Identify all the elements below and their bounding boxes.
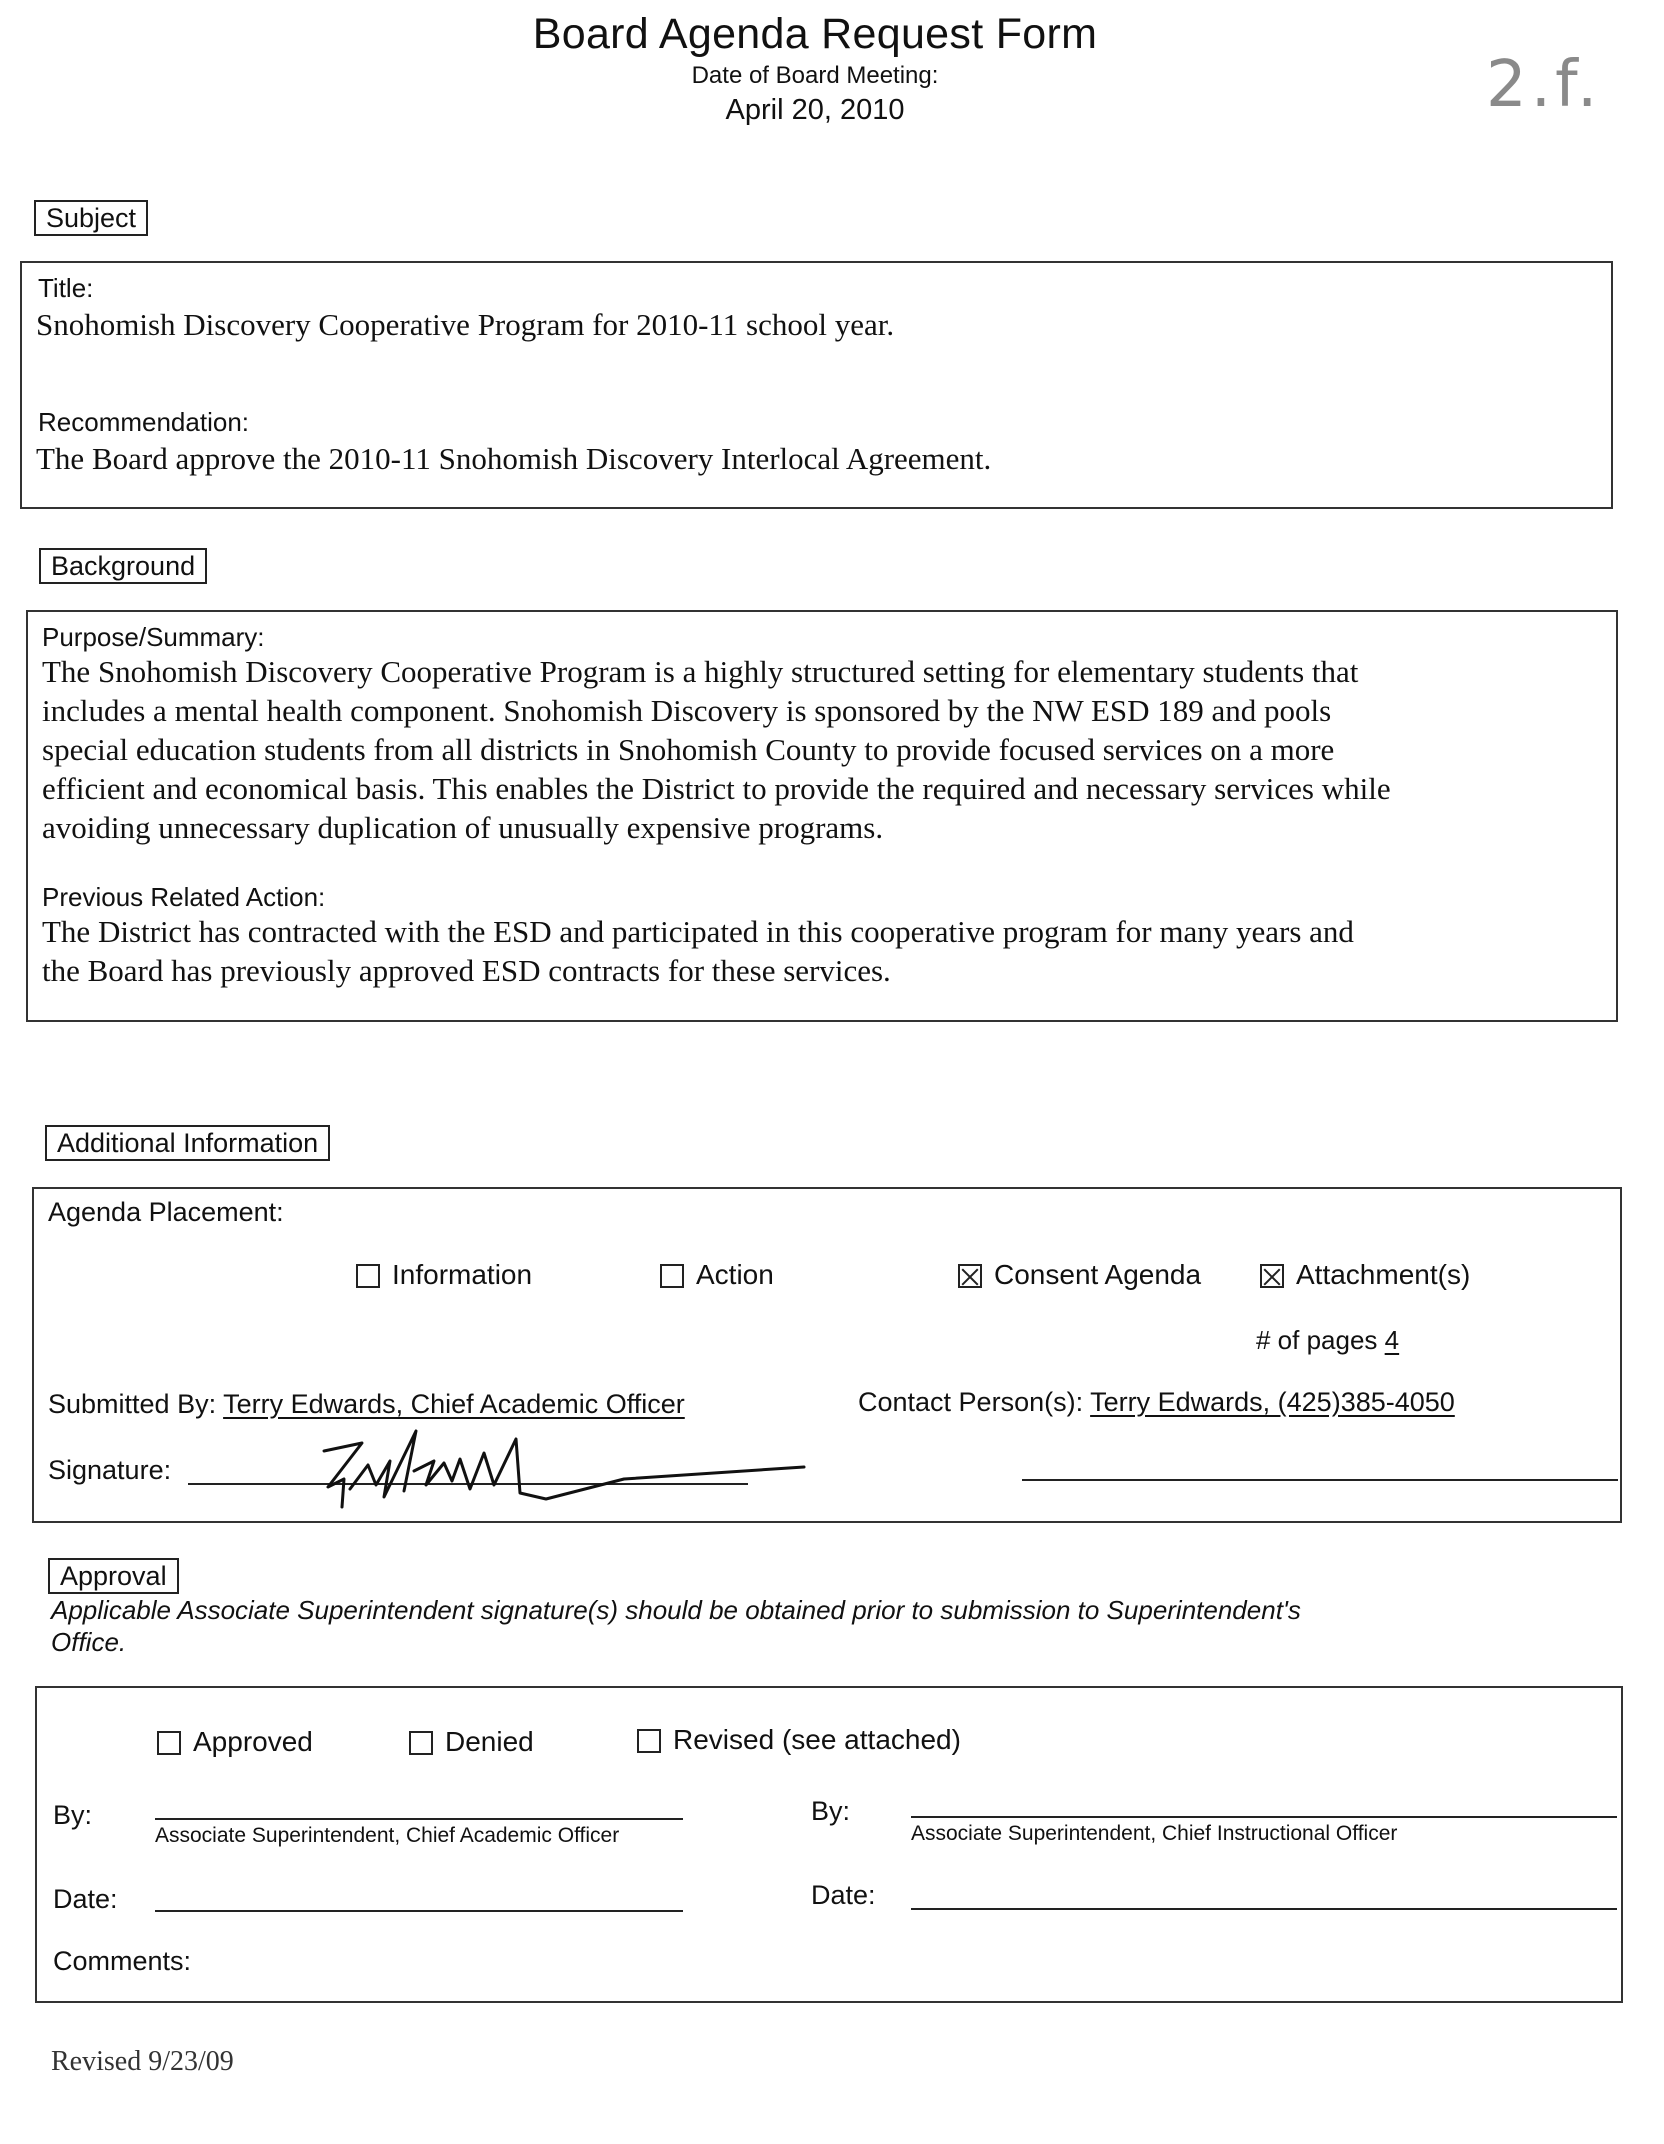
page-count bbox=[1256, 1325, 1399, 1356]
option-action[interactable] bbox=[660, 1259, 774, 1291]
subject-section-label: Subject bbox=[34, 200, 148, 236]
consent-agenda-checkbox[interactable] bbox=[958, 1264, 982, 1288]
revised-date: Revised 9/23/09 bbox=[51, 2046, 234, 2077]
right-by-label: By: bbox=[811, 1796, 851, 1826]
action-checkbox[interactable] bbox=[660, 1264, 684, 1288]
right-date-line[interactable] bbox=[911, 1908, 1617, 1910]
revised-label: Revised (see attached) bbox=[673, 1724, 961, 1755]
left-date-label: Date: bbox=[53, 1884, 118, 1914]
form-title: Board Agenda Request Form bbox=[532, 10, 1098, 58]
purpose-line: The Snohomish Discovery Cooperative Program is a highly structured setting for elementary students that bbox=[42, 654, 1359, 689]
approved-checkbox[interactable] bbox=[157, 1731, 181, 1755]
contact-signature-line bbox=[1022, 1479, 1618, 1481]
purpose-line: efficient and economical basis. This enables the District to provide the required and necessary services while bbox=[42, 771, 1391, 806]
contact-person-label: Contact Person(s): bbox=[858, 1387, 1084, 1417]
subject-box bbox=[20, 261, 1613, 509]
background-box bbox=[26, 610, 1618, 1022]
signature-label: Signature: bbox=[48, 1455, 172, 1485]
purpose-line: avoiding unnecessary duplication of unusually expensive programs. bbox=[42, 810, 884, 845]
meeting-date: April 20, 2010 bbox=[725, 94, 905, 126]
recommendation-label: Recommendation: bbox=[38, 407, 249, 437]
left-by-caption: Associate Superintendent, Chief Academic Officer bbox=[155, 1824, 620, 1847]
agenda-placement-label: Agenda Placement: bbox=[48, 1197, 284, 1227]
contact-person-value: Terry Edwards, (425)385-4050 bbox=[1090, 1387, 1455, 1417]
previous-line: the Board has previously approved ESD contracts for these services. bbox=[42, 953, 891, 988]
agenda-item-number: 2.f. bbox=[1486, 48, 1602, 122]
approval-note bbox=[51, 1594, 1631, 1658]
submitted-by-label: Submitted By: bbox=[48, 1389, 217, 1419]
action-label: Action bbox=[696, 1259, 774, 1290]
additional-info-section-label: Additional Information bbox=[45, 1125, 330, 1161]
purpose-label: Purpose/Summary: bbox=[42, 622, 265, 652]
information-label: Information bbox=[392, 1259, 533, 1290]
title-text: Snohomish Discovery Cooperative Program for 2010-11 school year. bbox=[36, 307, 895, 342]
purpose-line: special education students from all districts in Snohomish County to provide focused services on a more bbox=[42, 732, 1335, 767]
contact-person bbox=[858, 1387, 1455, 1418]
page-count-value: 4 bbox=[1384, 1325, 1400, 1355]
previous-action-label: Previous Related Action: bbox=[42, 882, 326, 912]
left-by-label: By: bbox=[53, 1800, 93, 1830]
option-attachments[interactable] bbox=[1260, 1259, 1470, 1291]
attachments-label: Attachment(s) bbox=[1296, 1259, 1471, 1290]
denied-label: Denied bbox=[445, 1726, 534, 1757]
additional-info-box bbox=[32, 1187, 1622, 1523]
option-revised[interactable] bbox=[637, 1724, 961, 1756]
left-by-line[interactable] bbox=[155, 1818, 683, 1820]
right-by-caption: Associate Superintendent, Chief Instructional Officer bbox=[911, 1822, 1398, 1845]
title-label: Title: bbox=[38, 273, 94, 303]
revised-checkbox[interactable] bbox=[637, 1729, 661, 1753]
left-date-line[interactable] bbox=[155, 1910, 683, 1912]
background-section-label: Background bbox=[39, 548, 207, 584]
approval-note-line: Applicable Associate Superintendent signature(s) should be obtained prior to submission to Superintendent's bbox=[51, 1595, 1301, 1625]
purpose-line: includes a mental health component. Snohomish Discovery is sponsored by the NW ESD 189 and pools bbox=[42, 693, 1332, 728]
purpose-text bbox=[42, 652, 1622, 847]
consent-agenda-label: Consent Agenda bbox=[994, 1259, 1202, 1290]
option-approved[interactable] bbox=[157, 1726, 313, 1758]
page-count-label: # of pages bbox=[1256, 1325, 1378, 1355]
attachments-checkbox[interactable] bbox=[1260, 1264, 1284, 1288]
right-by-line[interactable] bbox=[911, 1816, 1617, 1818]
signature-scribble-icon bbox=[284, 1415, 824, 1515]
recommendation-text: The Board approve the 2010-11 Snohomish Discovery Interlocal Agreement. bbox=[36, 441, 992, 476]
denied-checkbox[interactable] bbox=[409, 1731, 433, 1755]
option-information[interactable] bbox=[356, 1259, 532, 1291]
option-denied[interactable] bbox=[409, 1726, 534, 1758]
approved-label: Approved bbox=[193, 1726, 313, 1757]
option-consent-agenda[interactable] bbox=[958, 1259, 1201, 1291]
meeting-date-label: Date of Board Meeting: bbox=[691, 62, 939, 89]
previous-line: The District has contracted with the ESD and participated in this cooperative program for many years and bbox=[42, 914, 1354, 949]
submitted-by-value: Terry Edwards, Chief Academic Officer bbox=[223, 1389, 685, 1419]
approval-box bbox=[35, 1686, 1623, 2003]
previous-action-text bbox=[42, 912, 1622, 990]
right-date-label: Date: bbox=[811, 1880, 876, 1910]
approval-section-label: Approval bbox=[48, 1558, 179, 1594]
comments-label: Comments: bbox=[53, 1946, 192, 1976]
approval-note-line: Office. bbox=[51, 1627, 127, 1657]
information-checkbox[interactable] bbox=[356, 1264, 380, 1288]
